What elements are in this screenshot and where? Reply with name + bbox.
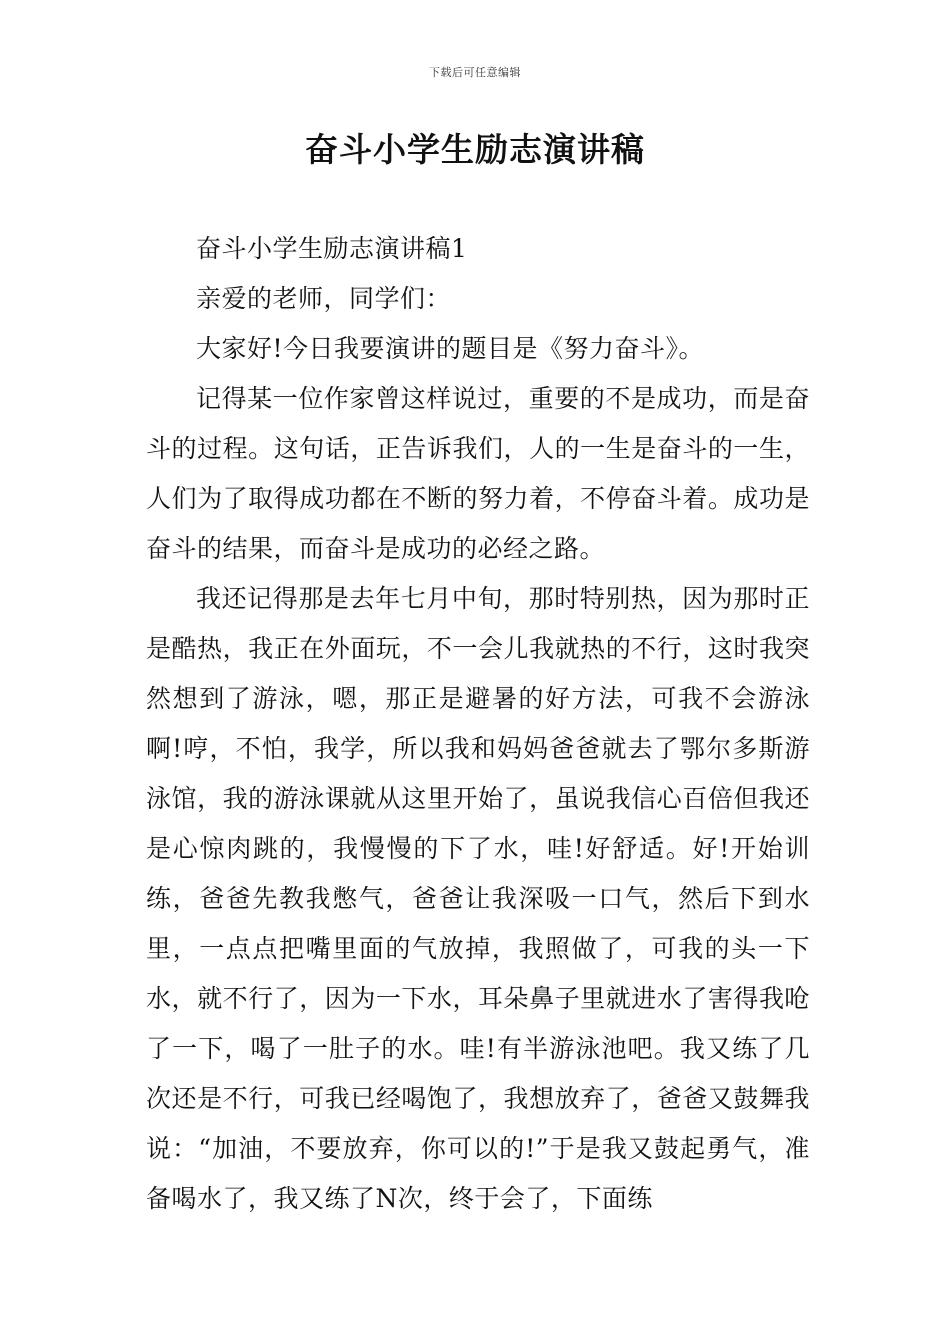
paragraph-subtitle: 奋斗小学生励志演讲稿1 xyxy=(196,234,468,263)
paragraph-body-1: 记得某一位作家曾这样说过，重要的不是成功，而是奋斗的过程。这句话，正告诉我们，人的一生是奋斗的一生，人们为了取得成功都在不断的努力着，不停奋斗着。成功是奋斗的结果，而奋斗是成功的必经之路。 xyxy=(146,384,810,563)
paragraph-salutation: 亲爱的老师，同学们： xyxy=(196,284,452,313)
document-body xyxy=(146,224,810,1224)
paragraph-greeting: 大家好!今日我要演讲的题目是《努力奋斗》。 xyxy=(196,334,705,363)
header-note: 下载后可任意编辑 xyxy=(429,66,521,79)
document-title: 奋斗小学生励志演讲稿 xyxy=(305,130,645,169)
paragraph-body-2: 我还记得那是去年七月中旬，那时特别热，因为那时正是酷热，我正在外面玩，不一会儿我就热的不行，这时我突然想到了游泳，嗯，那正是避暑的好方法，可我不会游泳啊!哼，不怕，我学，所以我和妈妈爸爸就去了鄂尔多斯游泳馆，我的游泳课就从这里开始了，虽说我信心百倍但我还是心惊肉跳的，我慢慢的下了水，哇!好舒适。好!开始训练，爸爸先教我憋气，爸爸让我深吸一口气，然后下到水里，一点点把嘴里面的气放掉，我照做了，可我的头一下水，就不行了，因为一下水，耳朵鼻子里就进水了害得我呛了一下，喝了一肚子的水。哇!有半游泳池吧。我又练了几次还是不行，可我已经喝饱了，我想放弃了，爸爸又鼓舞我说：“加油，不要放弃，你可以的!”于是我又鼓起勇气，准备喝水了，我又练了N次，终于会了，下面练 xyxy=(146,584,810,1213)
